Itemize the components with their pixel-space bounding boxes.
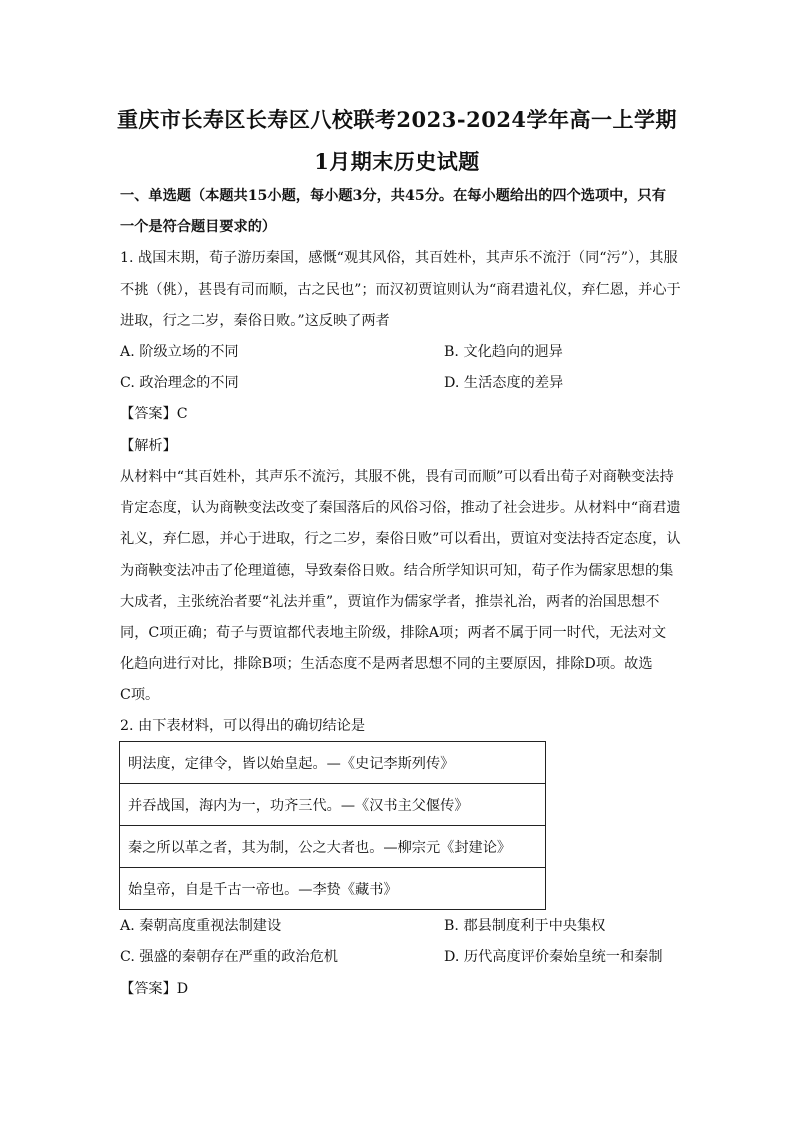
table-row xyxy=(120,826,546,868)
q1-option-c: C. 政治理念的不同 xyxy=(120,375,239,391)
table-cell: 秦之所以革之者，其为制，公之大者也。—柳宗元《封建论》 xyxy=(120,826,546,868)
q1-stem-line: 1. 战国末期，荀子游历秦国，感慨“观其风俗，其百姓朴，其声乐不流汙（同“污”），其服 xyxy=(120,250,678,266)
page-subtitle: 1月期末历史试题 xyxy=(314,149,480,174)
q1-option-b: B. 文化趋向的迥异 xyxy=(444,344,563,360)
q1-analysis-line: 同，C项正确；荀子与贾谊都代表地主阶级，排除A项；两者不属于同一时代，无法对文 xyxy=(120,625,667,641)
q2-option-a: A. 秦朝高度重视法制建设 xyxy=(120,918,282,934)
q2-source-table xyxy=(119,741,546,910)
q1-answer: 【答案】C xyxy=(120,406,188,422)
table-row xyxy=(120,742,546,784)
q1-stem-line: 不挑（佻），甚畏有司而顺，古之民也”；而汉初贾谊则认为“商君遗礼仪，弃仁恩，并心于 xyxy=(120,282,681,298)
q1-analysis-line: 为商鞅变法冲击了伦理道德，导致秦俗日败。结合所学知识可知，荀子作为儒家思想的集 xyxy=(120,563,674,579)
q1-analysis-label: 【解析】 xyxy=(120,438,177,454)
q2-stem: 2. 由下表材料，可以得出的确切结论是 xyxy=(120,718,366,734)
table-cell: 并吞战国，海内为一，功齐三代。—《汉书主父偃传》 xyxy=(120,784,546,826)
table-row xyxy=(120,868,546,910)
page-title: 重庆市长寿区长寿区八校联考2023-2024学年高一上学期 xyxy=(116,107,678,132)
table-row xyxy=(120,784,546,826)
section-heading: 一、单选题（本题共15小题，每小题3分，共45分。在每小题给出的四个选项中，只有 xyxy=(120,188,666,204)
q1-analysis-line: 肯定态度，认为商鞅变法改变了秦国落后的风俗习俗，推动了社会进步。从材料中“商君遗 xyxy=(120,500,681,516)
q1-analysis-line: C项。 xyxy=(120,687,160,703)
q1-analysis-line: 礼义，弃仁恩，并心于进取，行之二岁，秦俗日败”可以看出，贾谊对变法持否定态度，认 xyxy=(120,531,681,547)
q2-option-d: D. 历代高度评价秦始皇统一和秦制 xyxy=(444,949,663,965)
q1-option-d: D. 生活态度的差异 xyxy=(444,375,564,391)
q2-option-b: B. 郡县制度利于中央集权 xyxy=(444,918,606,934)
q1-stem-line: 进取，行之二岁，秦俗日败。”这反映了两者 xyxy=(120,313,390,329)
table-cell: 明法度，定律令，皆以始皇起。—《史记李斯列传》 xyxy=(120,742,546,784)
q1-analysis-line: 大成者，主张统治者要“礼法并重”，贾谊作为儒家学者，推崇礼治，两者的治国思想不 xyxy=(120,594,660,610)
table-cell: 始皇帝，自是千古一帝也。—李贽《藏书》 xyxy=(120,868,546,910)
q1-analysis-line: 化趋向进行对比，排除B项；生活态度不是两者思想不同的主要原因，排除D项。故选 xyxy=(120,656,653,672)
q1-option-a: A. 阶级立场的不同 xyxy=(120,344,239,360)
section-heading-cont: 一个是符合题目要求的） xyxy=(120,219,277,235)
q2-option-c: C. 强盛的秦朝存在严重的政治危机 xyxy=(120,949,338,965)
q1-analysis-line: 从材料中“其百姓朴，其声乐不流污，其服不佻，畏有司而顺”可以看出荀子对商鞅变法持 xyxy=(120,469,674,485)
q2-answer: 【答案】D xyxy=(120,981,189,997)
